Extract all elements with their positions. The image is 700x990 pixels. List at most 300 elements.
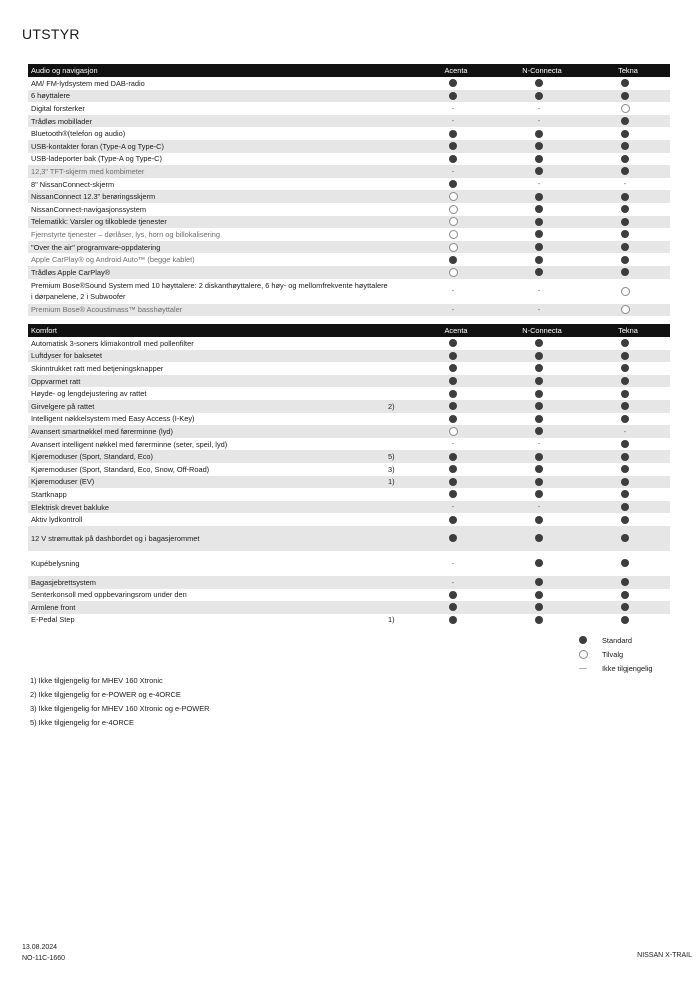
- filled-circle-icon: [535, 243, 543, 251]
- cell-n-connecta: [496, 603, 582, 611]
- legend-item-tilvalg: [578, 647, 653, 661]
- cell-n-connecta: [496, 218, 582, 226]
- filled-circle-icon: [535, 390, 543, 398]
- dash-icon: -: [623, 426, 627, 436]
- table-row: [28, 304, 670, 317]
- cell-n-connecta: [496, 105, 582, 112]
- cell-acenta: [410, 180, 496, 188]
- table-row: [28, 413, 670, 426]
- filled-circle-icon: [535, 616, 543, 624]
- feature-label: Luftdyser for baksetet: [31, 351, 103, 361]
- feature-label: AM/ FM-lydsystem med DAB-radio: [31, 78, 145, 88]
- dash-icon: —: [579, 663, 587, 673]
- filled-circle-icon: [621, 243, 629, 251]
- footnote-ref: 1): [388, 477, 395, 487]
- feature-label: Kupébelysning: [31, 558, 80, 568]
- table-row: [28, 350, 670, 363]
- cell-n-connecta: [496, 193, 582, 201]
- feature-label: "Over the air" programvare-oppdatering: [31, 242, 161, 252]
- cell-n-connecta: [496, 155, 582, 163]
- dash-icon: -: [451, 116, 455, 126]
- open-circle-icon: [449, 243, 458, 252]
- cell-acenta: [410, 534, 496, 542]
- cell-n-connecta: [496, 352, 582, 360]
- cell-acenta: [410, 79, 496, 87]
- dash-icon: -: [537, 439, 541, 449]
- filled-circle-icon: [449, 142, 457, 150]
- table-row: [28, 551, 670, 576]
- cell-tekna: [582, 428, 668, 435]
- feature-label: Kjøremoduser (EV): [31, 477, 95, 487]
- filled-circle-icon: [449, 377, 457, 385]
- cell-tekna: [582, 268, 668, 276]
- cell-n-connecta: [496, 478, 582, 486]
- footnote-ref: 1): [388, 615, 395, 625]
- filled-circle-icon: [579, 636, 587, 644]
- cell-acenta: [410, 217, 496, 226]
- cell-tekna: [582, 305, 668, 314]
- footer-left: [22, 942, 65, 964]
- filled-circle-icon: [621, 490, 629, 498]
- column-header-tekna: Tekna: [618, 66, 638, 75]
- dash-icon: -: [451, 558, 455, 568]
- cell-acenta: [410, 339, 496, 347]
- cell-tekna: [582, 377, 668, 385]
- cell-tekna: [582, 205, 668, 213]
- cell-tekna: [582, 79, 668, 87]
- filled-circle-icon: [449, 603, 457, 611]
- table-row: [28, 203, 670, 216]
- filled-circle-icon: [621, 230, 629, 238]
- cell-n-connecta: [496, 167, 582, 175]
- table-row: [28, 279, 670, 304]
- filled-circle-icon: [621, 402, 629, 410]
- cell-acenta: [410, 117, 496, 124]
- cell-tekna: [582, 478, 668, 486]
- table-row: [28, 526, 670, 551]
- filled-circle-icon: [535, 193, 543, 201]
- audio-navigation-table: [28, 64, 670, 316]
- filled-circle-icon: [535, 230, 543, 238]
- table-row: [28, 337, 670, 350]
- filled-circle-icon: [621, 352, 629, 360]
- feature-label: Digital forsterker: [31, 103, 85, 113]
- footnote: 2) Ikke tilgjengelig for e-POWER og e-4ORCE: [30, 690, 181, 699]
- cell-acenta: [410, 243, 496, 252]
- filled-circle-icon: [449, 180, 457, 188]
- section-heading: Audio og navigasjon: [31, 66, 98, 75]
- cell-acenta: [410, 352, 496, 360]
- footnote-ref: 5): [388, 452, 395, 462]
- cell-acenta: [410, 92, 496, 100]
- column-header-n-connecta: N-Connecta: [522, 66, 562, 75]
- cell-acenta: [410, 402, 496, 410]
- filled-circle-icon: [449, 155, 457, 163]
- legend-item-ikke-tilgjengelig: [578, 661, 653, 675]
- feature-label: Avansert smartnøkkel med førerminne (lyd): [31, 426, 173, 436]
- table-row: [28, 488, 670, 501]
- table-row: [28, 400, 670, 413]
- cell-acenta: [410, 603, 496, 611]
- cell-tekna: [582, 364, 668, 372]
- cell-n-connecta: [496, 256, 582, 264]
- filled-circle-icon: [449, 534, 457, 542]
- cell-tekna: [582, 92, 668, 100]
- feature-label: 12 V strømuttak på dashbordet og i bagasjerommet: [31, 533, 200, 543]
- filled-circle-icon: [449, 415, 457, 423]
- feature-label: Oppvarmet ratt: [31, 376, 81, 386]
- filled-circle-icon: [621, 256, 629, 264]
- cell-n-connecta: [496, 287, 582, 294]
- dash-icon: -: [537, 502, 541, 512]
- cell-tekna: [582, 180, 668, 187]
- filled-circle-icon: [621, 503, 629, 511]
- filled-circle-icon: [449, 465, 457, 473]
- filled-circle-icon: [535, 478, 543, 486]
- cell-acenta: [410, 377, 496, 385]
- footnote: 5) Ikke tilgjengelig for e-4ORCE: [30, 718, 134, 727]
- cell-tekna: [582, 287, 668, 296]
- cell-n-connecta: [496, 559, 582, 567]
- filled-circle-icon: [535, 490, 543, 498]
- table-row: [28, 241, 670, 254]
- feature-label: Høyde- og lengdejustering av rattet: [31, 389, 147, 399]
- cell-acenta: [410, 560, 496, 567]
- cell-n-connecta: [496, 516, 582, 524]
- dash-icon: -: [537, 116, 541, 126]
- table-row: [28, 216, 670, 229]
- cell-tekna: [582, 339, 668, 347]
- column-header-acenta: Acenta: [444, 66, 468, 75]
- filled-circle-icon: [535, 130, 543, 138]
- cell-acenta: [410, 427, 496, 436]
- filled-circle-icon: [449, 402, 457, 410]
- table-row: [28, 127, 670, 140]
- table-row: [28, 463, 670, 476]
- cell-n-connecta: [496, 453, 582, 461]
- feature-label: Fjernstyrte tjenester – dørlåser, lys, horn og billokalisering: [31, 229, 220, 239]
- filled-circle-icon: [449, 616, 457, 624]
- cell-acenta: [410, 579, 496, 586]
- table-row: [28, 501, 670, 514]
- dash-icon: -: [451, 439, 455, 449]
- cell-tekna: [582, 155, 668, 163]
- section-heading: Komfort: [31, 326, 57, 335]
- filled-circle-icon: [535, 465, 543, 473]
- feature-label: 6 høyttalere: [31, 91, 71, 101]
- cell-acenta: [410, 516, 496, 524]
- cell-n-connecta: [496, 230, 582, 238]
- filled-circle-icon: [535, 268, 543, 276]
- legend-label: Standard: [602, 635, 632, 645]
- feature-label: NissanConnect-navigasjonssystem: [31, 204, 147, 214]
- filled-circle-icon: [621, 559, 629, 567]
- filled-circle-icon: [535, 516, 543, 524]
- filled-circle-icon: [535, 142, 543, 150]
- legend-label: Tilvalg: [602, 649, 624, 659]
- cell-acenta: [410, 415, 496, 423]
- table-row: [28, 90, 670, 103]
- table-row: [28, 77, 670, 90]
- open-circle-icon: [449, 192, 458, 201]
- filled-circle-icon: [449, 591, 457, 599]
- feature-label: Avansert intelligent nøkkel med førerminne (seter, speil, lyd): [31, 439, 228, 449]
- cell-n-connecta: [496, 534, 582, 542]
- table-row: [28, 140, 670, 153]
- cell-acenta: [410, 268, 496, 277]
- filled-circle-icon: [535, 591, 543, 599]
- feature-label: Intelligent nøkkelsystem med Easy Access (I-Key): [31, 414, 195, 424]
- footer-date: 13.08.2024: [22, 944, 58, 951]
- cell-n-connecta: [496, 503, 582, 510]
- cell-tekna: [582, 142, 668, 150]
- filled-circle-icon: [621, 453, 629, 461]
- filled-circle-icon: [621, 591, 629, 599]
- cell-n-connecta: [496, 377, 582, 385]
- cell-n-connecta: [496, 578, 582, 586]
- filled-circle-icon: [621, 117, 629, 125]
- filled-circle-icon: [621, 603, 629, 611]
- feature-label: Telematikk: Varsler og tilkoblede tjenester: [31, 217, 167, 227]
- cell-acenta: [410, 142, 496, 150]
- cell-tekna: [582, 465, 668, 473]
- filled-circle-icon: [535, 453, 543, 461]
- open-circle-icon: [621, 287, 630, 296]
- cell-tekna: [582, 402, 668, 410]
- cell-n-connecta: [496, 339, 582, 347]
- cell-n-connecta: [496, 130, 582, 138]
- filled-circle-icon: [621, 339, 629, 347]
- cell-n-connecta: [496, 268, 582, 276]
- open-circle-icon: [621, 305, 630, 314]
- feature-label: USB-ladeporter bak (Type-A og Type-C): [31, 154, 162, 164]
- dash-icon: -: [537, 305, 541, 315]
- open-circle-icon: [449, 427, 458, 436]
- filled-circle-icon: [621, 218, 629, 226]
- feature-label: Apple CarPlay® og Android Auto™ (begge kablet): [31, 255, 195, 265]
- filled-circle-icon: [535, 155, 543, 163]
- filled-circle-icon: [621, 167, 629, 175]
- feature-label: USB-kontakter foran (Type-A og Type-C): [31, 141, 164, 151]
- cell-tekna: [582, 352, 668, 360]
- cell-n-connecta: [496, 490, 582, 498]
- open-circle-icon: [621, 104, 630, 113]
- dash-icon: -: [451, 502, 455, 512]
- legend-label: Ikke tilgjengelig: [602, 663, 653, 673]
- cell-tekna: [582, 230, 668, 238]
- legend-item-standard: [578, 633, 653, 647]
- open-circle-icon: [579, 650, 588, 659]
- cell-tekna: [582, 117, 668, 125]
- filled-circle-icon: [621, 79, 629, 87]
- filled-circle-icon: [535, 415, 543, 423]
- cell-acenta: [410, 256, 496, 264]
- column-header-tekna: Tekna: [618, 326, 638, 335]
- filled-circle-icon: [621, 516, 629, 524]
- feature-label: Armlene front: [31, 602, 76, 612]
- table-row: [28, 253, 670, 266]
- filled-circle-icon: [535, 364, 543, 372]
- footer-brand: NISSAN X-TRAIL: [637, 952, 692, 959]
- feature-label: 12,3" TFT-skjerm med kombimeter: [31, 166, 145, 176]
- open-circle-icon: [449, 205, 458, 214]
- cell-acenta: [410, 287, 496, 294]
- feature-label: E-Pedal Step: [31, 615, 75, 625]
- cell-tekna: [582, 516, 668, 524]
- cell-acenta: [410, 364, 496, 372]
- cell-n-connecta: [496, 180, 582, 187]
- footnote-ref: 2): [388, 401, 395, 411]
- filled-circle-icon: [449, 364, 457, 372]
- dash-icon: -: [537, 179, 541, 189]
- cell-n-connecta: [496, 465, 582, 473]
- cell-acenta: [410, 205, 496, 214]
- table-row: [28, 438, 670, 451]
- table-row: [28, 513, 670, 526]
- table-header: [28, 324, 670, 337]
- cell-tekna: [582, 453, 668, 461]
- dash-icon: -: [451, 577, 455, 587]
- filled-circle-icon: [621, 465, 629, 473]
- cell-tekna: [582, 167, 668, 175]
- filled-circle-icon: [535, 92, 543, 100]
- table-row: [28, 601, 670, 614]
- filled-circle-icon: [621, 478, 629, 486]
- cell-n-connecta: [496, 591, 582, 599]
- table-row: [28, 476, 670, 489]
- footnote: 1) Ikke tilgjengelig for MHEV 160 Xtronic: [30, 676, 163, 685]
- komfort-table: [28, 324, 670, 626]
- filled-circle-icon: [621, 130, 629, 138]
- filled-circle-icon: [535, 167, 543, 175]
- filled-circle-icon: [535, 534, 543, 542]
- table-row: [28, 576, 670, 589]
- table-row: [28, 387, 670, 400]
- dash-icon: -: [537, 103, 541, 113]
- filled-circle-icon: [535, 256, 543, 264]
- filled-circle-icon: [535, 339, 543, 347]
- filled-circle-icon: [621, 534, 629, 542]
- cell-acenta: [410, 230, 496, 239]
- dash-icon: -: [537, 286, 541, 296]
- cell-acenta: [410, 591, 496, 599]
- footnotes: [30, 676, 210, 732]
- filled-circle-icon: [449, 478, 457, 486]
- table-row: [28, 115, 670, 128]
- filled-circle-icon: [535, 559, 543, 567]
- filled-circle-icon: [621, 205, 629, 213]
- filled-circle-icon: [535, 578, 543, 586]
- table-row: [28, 153, 670, 166]
- feature-label: Girvelgere på rattet: [31, 401, 95, 411]
- dash-icon: -: [451, 286, 455, 296]
- cell-tekna: [582, 415, 668, 423]
- filled-circle-icon: [535, 402, 543, 410]
- table-row: [28, 450, 670, 463]
- filled-circle-icon: [449, 92, 457, 100]
- cell-n-connecta: [496, 427, 582, 435]
- cell-acenta: [410, 390, 496, 398]
- cell-acenta: [410, 130, 496, 138]
- cell-tekna: [582, 104, 668, 113]
- table-row: [28, 614, 670, 627]
- table-row: [28, 102, 670, 115]
- cell-n-connecta: [496, 79, 582, 87]
- cell-acenta: [410, 490, 496, 498]
- filled-circle-icon: [449, 79, 457, 87]
- cell-n-connecta: [496, 402, 582, 410]
- table-row: [28, 228, 670, 241]
- table-row: [28, 425, 670, 438]
- cell-acenta: [410, 306, 496, 313]
- column-header-acenta: Acenta: [444, 326, 468, 335]
- cell-acenta: [410, 168, 496, 175]
- table-row: [28, 375, 670, 388]
- dash-icon: -: [623, 179, 627, 189]
- cell-n-connecta: [496, 142, 582, 150]
- feature-label: Kjøremoduser (Sport, Standard, Eco): [31, 452, 153, 462]
- filled-circle-icon: [535, 427, 543, 435]
- table-row: [28, 266, 670, 279]
- cell-acenta: [410, 478, 496, 486]
- filled-circle-icon: [449, 339, 457, 347]
- filled-circle-icon: [621, 440, 629, 448]
- cell-n-connecta: [496, 92, 582, 100]
- cell-tekna: [582, 218, 668, 226]
- feature-label: Aktiv lydkontroll: [31, 515, 83, 525]
- filled-circle-icon: [621, 364, 629, 372]
- cell-tekna: [582, 603, 668, 611]
- cell-n-connecta: [496, 390, 582, 398]
- table-row: [28, 178, 670, 191]
- filled-circle-icon: [621, 268, 629, 276]
- feature-label: Elektrisk drevet bakluke: [31, 502, 110, 512]
- feature-label: Premium Bose® Acoustimass™ basshøyttaler: [31, 305, 183, 315]
- feature-label: Trådløs mobillader: [31, 116, 92, 126]
- filled-circle-icon: [535, 352, 543, 360]
- cell-tekna: [582, 503, 668, 511]
- table-header: [28, 64, 670, 77]
- cell-n-connecta: [496, 364, 582, 372]
- footnote: 3) Ikke tilgjengelig for MHEV 160 Xtronic og e-POWER: [30, 704, 210, 713]
- filled-circle-icon: [535, 377, 543, 385]
- table-body: [28, 337, 670, 626]
- feature-label: Startknapp: [31, 489, 67, 499]
- filled-circle-icon: [621, 390, 629, 398]
- cell-n-connecta: [496, 306, 582, 313]
- footnote-ref: 3): [388, 464, 395, 474]
- feature-label: Senterkonsoll med oppbevaringsrom under den: [31, 590, 187, 600]
- cell-tekna: [582, 490, 668, 498]
- feature-label: Automatisk 3-soners klimakontroll med pollenfilter: [31, 338, 194, 348]
- cell-tekna: [582, 256, 668, 264]
- cell-n-connecta: [496, 117, 582, 124]
- feature-label: Trådløs Apple CarPlay®: [31, 267, 111, 277]
- feature-label: Premium Bose®Sound System med 10 høyttalere: 2 diskanthøyttalere, 6 høy- og mellomfrekvente høyttalere i dørpanelene, 2 i Subwoofer: [31, 281, 388, 301]
- filled-circle-icon: [535, 79, 543, 87]
- cell-acenta: [410, 155, 496, 163]
- cell-n-connecta: [496, 616, 582, 624]
- footer-code: NO-11C-1660: [22, 955, 66, 962]
- cell-n-connecta: [496, 440, 582, 447]
- cell-acenta: [410, 105, 496, 112]
- dash-icon: -: [451, 305, 455, 315]
- table-row: [28, 589, 670, 602]
- cell-acenta: [410, 192, 496, 201]
- filled-circle-icon: [621, 415, 629, 423]
- filled-circle-icon: [621, 193, 629, 201]
- filled-circle-icon: [621, 616, 629, 624]
